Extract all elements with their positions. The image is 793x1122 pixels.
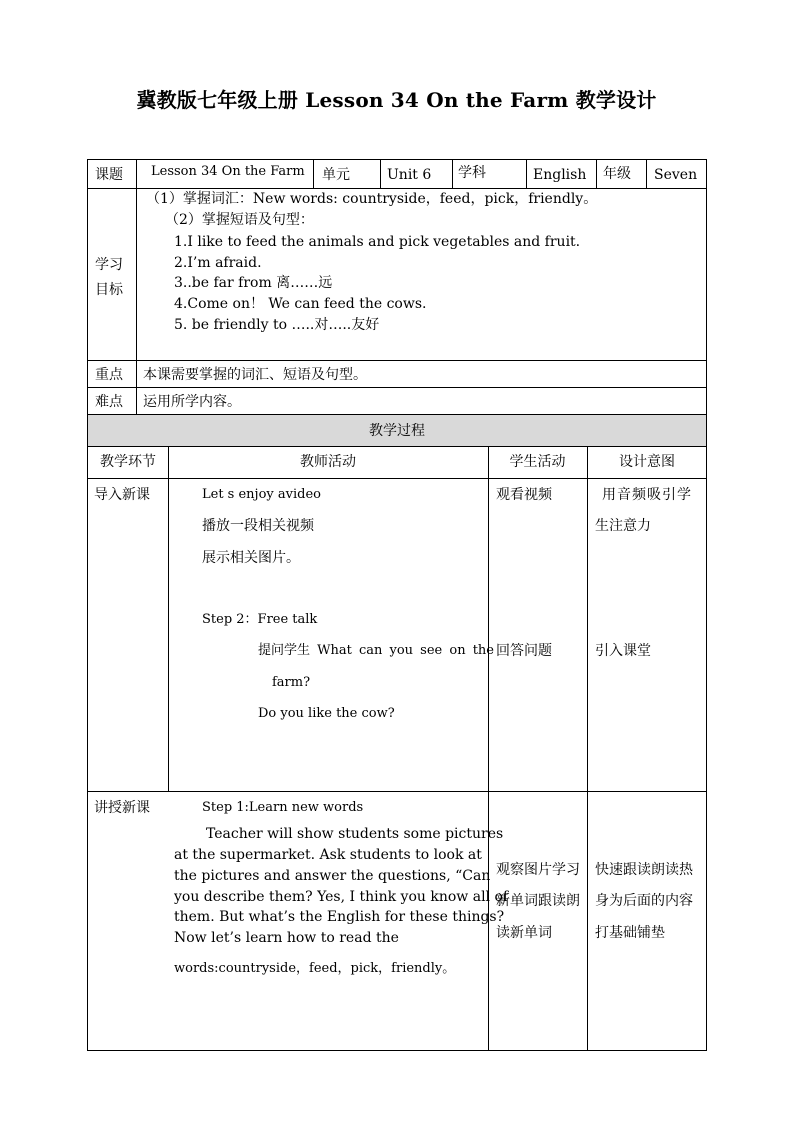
objective-line: 5. be friendly to …..对…..友好 [174, 317, 380, 333]
subject-label: 学科 [458, 165, 486, 181]
objective-line: （2）掌握短语及句型： [165, 212, 314, 228]
design-intent-line: 快速跟读朗读热 [595, 862, 693, 878]
topic-label: 课题 [95, 167, 123, 183]
teacher-activity-line: Step 1:Learn new words [202, 800, 364, 815]
unit-label: 单元 [322, 167, 350, 183]
design-intent-line: 用音频吸引学 [602, 487, 692, 503]
teacher-activity-line: farm? [272, 675, 311, 690]
design-intent-line: 身为后面的内容 [595, 893, 693, 909]
teacher-activity-line: Teacher will show students some pictures [206, 826, 504, 842]
student-activity-line: 回答问题 [496, 643, 552, 659]
key-points-text: 本课需要掌握的词汇、短语及句型。 [143, 367, 367, 383]
teacher-activity-line: 播放一段相关视频 [202, 518, 314, 534]
design-intent-line: 引入课堂 [595, 643, 651, 659]
student-activity-line: 新单词跟读朗 [496, 893, 580, 909]
column-header-teacher: 教师活动 [300, 454, 356, 470]
grade-value: Seven [654, 167, 698, 183]
design-intent-line: 生注意力 [595, 518, 651, 534]
difficulties-text: 运用所学内容。 [143, 394, 241, 410]
column-header-stage: 教学环节 [100, 454, 156, 470]
objective-line: （1）掌握词汇：New words: countryside，feed，pick，friendly。 [146, 191, 598, 207]
teacher-activity-line: Now let’s learn how to read the [174, 930, 399, 946]
teacher-activity-line: Step 2：Free talk [202, 612, 318, 627]
teacher-activity-line: you describe them? Yes, I think you know all of [174, 889, 509, 905]
grade-label: 年级 [603, 166, 631, 182]
teacher-activity-line: them. But what’s the English for these things? [174, 909, 505, 925]
topic-value: Lesson 34 On the Farm [151, 164, 305, 179]
subject-value: English [533, 167, 587, 183]
stage-cell: 讲授新课 [94, 800, 150, 816]
teacher-activity-line: Let s enjoy avideo [202, 487, 321, 502]
document-title: 冀教版七年级上册 Lesson 34 On the Farm 教学设计 [136, 88, 657, 112]
column-header-student: 学生活动 [509, 454, 566, 470]
teacher-activity-line: Do you like the cow? [258, 706, 395, 721]
objective-line: 4.Come on！ We can feed the cows. [174, 296, 427, 312]
column-header-intent: 设计意图 [619, 454, 675, 470]
process-header: 教学过程 [369, 423, 425, 439]
objective-line: 3..be far from 离……远 [174, 275, 333, 291]
unit-value: Unit 6 [387, 167, 432, 183]
key-points-label: 重点 [95, 367, 123, 383]
teacher-activity-line: words:countryside，feed，pick，friendly。 [174, 961, 456, 976]
stage-cell: 导入新课 [94, 487, 150, 503]
student-activity-line: 观看视频 [496, 487, 552, 503]
teacher-activity-line: at the supermarket. Ask students to look at [174, 847, 482, 863]
objective-line: 2.I’m afraid. [174, 255, 262, 271]
student-activity-line: 观察图片学习 [496, 862, 580, 878]
teacher-activity-line: the pictures and answer the questions, “Can [174, 868, 491, 884]
teacher-activity-line: 展示相关图片。 [202, 550, 300, 566]
objectives-label-1: 学习 [95, 257, 123, 273]
design-intent-line: 打基础铺垫 [595, 925, 665, 941]
objectives-label-2: 目标 [95, 282, 123, 298]
student-activity-line: 读新单词 [496, 925, 552, 941]
teacher-activity-line: 提问学生 What can you see on the [258, 643, 494, 658]
objective-line: 1.I like to feed the animals and pick vegetables and fruit. [174, 234, 581, 250]
difficulties-label: 难点 [95, 394, 123, 410]
